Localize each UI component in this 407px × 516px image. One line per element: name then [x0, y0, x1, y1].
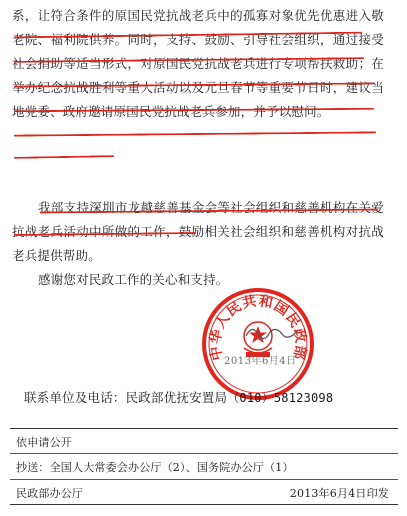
- contact-line: [24, 388, 333, 406]
- footer-divider: [10, 453, 398, 454]
- seal-ring-text: 中华人民共和国民政部: [207, 293, 309, 362]
- issuer: 民政部办公厅: [16, 487, 84, 500]
- red-underline: [14, 131, 376, 136]
- paragraph-policy: 系，让符合条件的原国民党抗战老兵中的孤寡对象优先优惠进入敬老院、福利院供养。同时，支持、鼓励、引导社会组织，通过接受社会捐助等适当形式，对原国民党抗战老兵进行专项帮扶救助；在举办纪念抗战胜利等重大活动以及元旦春节等重要节日时，建议当地党委、政府邀请原国民党抗战老兵参加，并予以慰问。: [12, 8, 384, 119]
- stamp-date: 2013年6月4日: [224, 356, 297, 367]
- footer-divider: [10, 428, 398, 429]
- footer-divider: [10, 504, 398, 505]
- paragraph-support: 我部支持深圳市龙越慈善基金会等社会组织和慈善机构在关爱抗战老兵活动中所做的工作，鼓励相关社会组织和慈善机构对抗战老兵提供帮助。: [12, 200, 384, 263]
- contact-phone: （010）58123098: [227, 391, 334, 405]
- cc-line: 抄送：全国人大常委会办公厅（2）、国务院办公厅（1）: [16, 461, 294, 474]
- paragraph-thanks: 感谢您对民政工作的关心和支持。: [38, 272, 229, 287]
- footer-divider: [10, 479, 398, 480]
- print-date: 2013年6月4日印发: [289, 487, 389, 500]
- contact-label: 联系单位及电话：民政部优抚安置局: [24, 390, 228, 405]
- signature-icon: [242, 320, 302, 344]
- disclosure-note: 依申请公开: [16, 436, 72, 449]
- red-underline: [14, 155, 114, 159]
- official-seal-icon: [200, 286, 316, 402]
